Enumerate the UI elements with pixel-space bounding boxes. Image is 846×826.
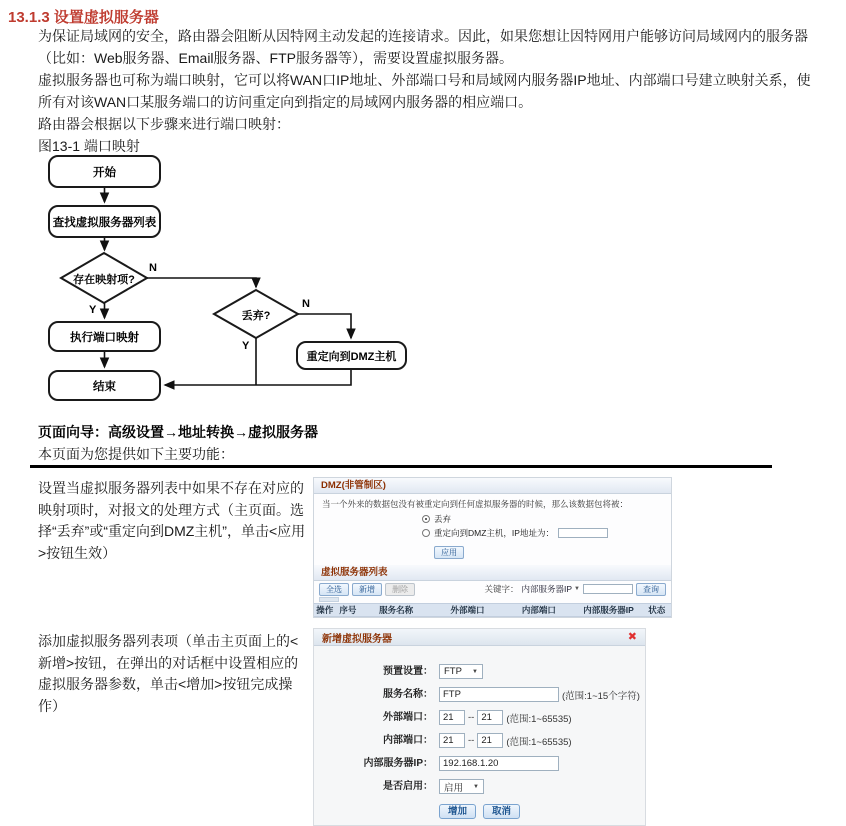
cancel-button[interactable]: 取消 — [483, 804, 520, 819]
service-name-hint: (范围:1~15个字符) — [562, 690, 640, 702]
chevron-down-icon: ▼ — [574, 586, 580, 592]
delete-button[interactable]: 删除 — [385, 583, 415, 596]
enable-select[interactable]: 启用 ▼ — [439, 779, 484, 794]
section-heading: 13.1.3 设置虚拟服务器 — [8, 9, 159, 26]
redirect-dmz-radio[interactable] — [422, 529, 430, 537]
int-port-to-input[interactable] — [477, 733, 503, 748]
server-list-title: 虚拟服务器列表 — [314, 565, 671, 581]
table-header-row: 操作 序号 服务名称 外部端口 内部端口 内部服务器IP 状态 — [314, 604, 671, 617]
int-port-hint: (范围:1~65535) — [506, 736, 572, 748]
flow-redirect-dmz-node: 重定向到DMZ主机 — [296, 341, 407, 370]
enable-label: 是否启用： — [383, 781, 433, 792]
table-top-rule — [30, 465, 772, 468]
toolbar-extra — [319, 597, 339, 602]
row-seq — [335, 617, 360, 619]
row-ext-port — [432, 617, 503, 619]
row-name — [360, 617, 431, 619]
discard-radio[interactable] — [422, 515, 430, 523]
dmz-panel-title: DMZ(非管制区) — [314, 478, 671, 494]
intro-paragraph-2: 虚拟服务器也可称为端口映射，它可以将WAN口IP地址、外部端口号和局域网内服务器IP地址、内部端口号建立映射关系，使所有对该WAN口某服务端口的访问重定向到指定的局域网内服务器的相应端口。 — [38, 72, 811, 110]
chevron-down-icon: ▼ — [471, 668, 478, 675]
search-button[interactable]: 查询 — [636, 583, 666, 596]
flow-end-node: 结束 — [48, 370, 161, 401]
flow-mapping-node: 执行端口映射 — [48, 321, 161, 352]
intro-paragraph-1: 为保证局域网的安全，路由器会阻断从因特网主动发起的连接请求。因此，如果您想让因特网用户能够访问局域网内的服务器（比如：Web服务器、Email服务器、FTP服务器等），需要设置虚拟服务器。 — [38, 28, 808, 66]
dmz-settings-screenshot — [313, 477, 672, 618]
int-port-label: 内部端口： — [383, 735, 433, 746]
page-wizard-note: 本页面为您提供如下主要功能： — [38, 446, 234, 462]
row-status — [642, 617, 671, 619]
server-ip-input[interactable] — [439, 756, 559, 771]
chevron-down-icon: ▼ — [473, 783, 479, 790]
keyword-input[interactable] — [583, 584, 633, 594]
figure-caption: 图13-1 端口映射 — [38, 138, 140, 154]
flow-decision-exists: 存在映射项? — [73, 274, 135, 286]
table-row — [314, 617, 671, 619]
service-name-label: 服务名称： — [383, 689, 433, 700]
ext-port-hint: (范围:1~65535) — [506, 713, 572, 725]
row-server-ip — [575, 617, 643, 619]
feature-description-2: 添加虚拟服务器列表项（单击主页面上的<新增>按钮，在弹出的对话框中设置相应的虚拟服务器参数，单击<增加>按钮完成操作） — [38, 633, 299, 714]
server-ip-label: 内部服务器IP： — [363, 758, 433, 769]
dialog-title: 新增虚拟服务器 — [322, 633, 392, 645]
port-mapping-flowchart — [45, 152, 415, 410]
row-int-port — [503, 617, 574, 619]
virtual-server-table — [314, 603, 671, 618]
int-port-from-input[interactable] — [439, 733, 465, 748]
add-virtual-server-dialog — [313, 628, 646, 826]
add-button[interactable]: 新增 — [352, 583, 382, 596]
int-port-separator: -- — [468, 735, 475, 746]
apply-button[interactable]: 应用 — [434, 546, 464, 559]
feature-description-1: 设置当虚拟服务器列表中如果不存在对应的映射项时，对报文的处理方式（主页面。选择“丢弃”或“重定向到DMZ主机”，单击<应用>按钮生效） — [38, 480, 306, 561]
close-icon[interactable]: ✖ — [627, 630, 637, 643]
flow-decision-discard: 丢弃? — [241, 310, 271, 322]
dmz-question-text: 当一个外来的数据包没有被重定向到任何虚拟服务器的时候，那么该数据包将被： — [322, 499, 629, 509]
flow-start-node: 开始 — [48, 155, 161, 188]
add-confirm-button[interactable]: 增加 — [439, 804, 476, 819]
flow-label-y2: Y — [242, 340, 250, 352]
keyword-field-select[interactable]: 内部服务器IP ▼ — [521, 584, 580, 594]
flow-label-y1: Y — [89, 304, 97, 316]
ext-port-separator: -- — [468, 712, 475, 723]
ext-port-from-input[interactable] — [439, 710, 465, 725]
service-name-input[interactable] — [439, 687, 559, 702]
discard-radio-label: 丢弃 — [434, 513, 452, 524]
keyword-label: 关键字： — [484, 584, 519, 594]
ext-port-to-input[interactable] — [477, 710, 503, 725]
flow-lookup-node: 查找虚拟服务器列表 — [48, 205, 161, 238]
dmz-ip-input[interactable] — [558, 528, 608, 538]
intro-paragraph-3: 路由器会根据以下步骤来进行端口映射： — [38, 116, 290, 132]
flow-label-n2: N — [302, 298, 310, 310]
page-wizard-path: 页面向导：高级设置→地址转换→虚拟服务器 — [38, 424, 318, 440]
preset-select[interactable]: FTP ▼ — [439, 664, 483, 679]
ext-port-label: 外部端口： — [383, 712, 433, 723]
select-all-button[interactable]: 全选 — [319, 583, 349, 596]
flow-label-n1: N — [149, 262, 157, 274]
preset-label: 预置设置： — [383, 666, 433, 677]
redirect-dmz-radio-label: 重定向到DMZ主机，IP地址为： — [434, 527, 554, 538]
